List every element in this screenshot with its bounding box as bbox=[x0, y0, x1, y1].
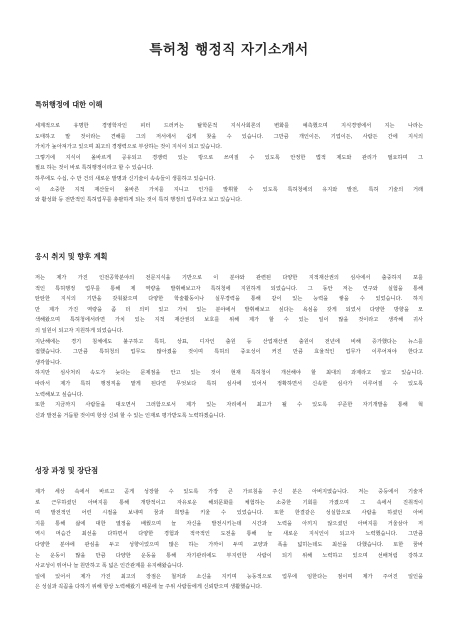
section-heading: 응시 취지 및 향후 계획 bbox=[35, 252, 108, 261]
section-growth-and-strengths bbox=[35, 466, 423, 593]
text-line: 이 소중한 지적 재산들이 올바른 가치를 지니고 인가를 발휘할 수 있도록 특허청에의 유지와 발전, 특허 기술의 거래 bbox=[35, 186, 423, 193]
text-line: 하지만 심사처리 속도가 늦다는 문제점을 안고 있는 것이 현재 특허청이 개선해야 할 최대의 과제라고 알고 있습니다. bbox=[35, 370, 423, 377]
section-heading: 특허행정에 대한 이해 bbox=[35, 100, 103, 109]
section-body bbox=[35, 273, 423, 421]
text-line: 따라서 제가 특허 행정직을 맡게 된다면 무엇보다 특허 심사에 있어서 정확하면서 신속한 심사가 이루어질 수 있도록 bbox=[35, 380, 423, 387]
section-heading: 성장 과정 및 장단점 bbox=[35, 466, 99, 475]
text-line: 생각합니다. bbox=[35, 359, 62, 366]
text-line: 적인 특허행정 업무를 통해 제 역량을 발휘해보고자 특허청에 지원하게 되었습니다. 그 동안 저는 연구와 실험을 통해 bbox=[35, 285, 423, 292]
text-line: 색해왔으며 특허청에서라면 가치 있는 지적 재산권의 보호를 위해 제가 할 수 있는 일이 많을 것이라고 생각해 귀사 bbox=[35, 317, 423, 324]
document-title: 특허청 행정직 자기소개서 bbox=[149, 42, 309, 58]
text-line: 신과 발전을 거듭할 것이며 항상 신뢰 할 수 있는 인재로 평가받도록 노력하겠습니다. bbox=[35, 412, 226, 419]
text-line: 도태하고 말 것이라는 견해를 그의 저서에서 쉽게 찾을 수 있습니다. 그만큼 개인이든, 기업이든, 사람든 간에 지식의 bbox=[35, 133, 423, 140]
text-line: 일에 있어서 제가 가진 최고의 장점은 철저과 소신을 지키며 능동적으로 업무에 임한다는 점이며 제가 주어진 일인을 bbox=[35, 573, 423, 580]
text-line: 로 근무하셨던 아버지를 통해 개방적이고 자유로운 해외문화를 체험하는 소중한 기회를 가졌으며 그 속에서 진취적이 bbox=[35, 499, 423, 506]
section-motivation-and-plans bbox=[35, 252, 423, 421]
section-body bbox=[35, 121, 423, 206]
text-line: 접했습니다. 그만큼 특허청의 업무도 많아졌을 것이며 특허의 중요성이 커진 만큼 효율적인 업무가 이루어져야 한다고 bbox=[35, 349, 423, 356]
text-line: 하루에도 수십, 수 만 건의 새로운 발명과 신기술이 속속들이 생를하고 있습니다. bbox=[35, 175, 216, 182]
text-line: 은 성실과 꼭꼼을 다하기 위해 항상 노력해왔기 때문에 늘 주위 사람들에게 신뢰받으며 생활했습니다. bbox=[35, 584, 262, 591]
text-line: 사교성이 뛰어나 늘 원만하고 폭 넓은 인간관계를 유지해왔습니다. bbox=[35, 563, 184, 570]
text-line: 세계적으로 유명한 경영학자인 피터 드러커는 탈학문적 지식사회론의 변화를 예측했으며 지식경영에서 지는 나라는 bbox=[35, 123, 423, 129]
text-line: 와 활성화 등 전반적인 특허업무를 총괄하게 되는 것이 특허 행정의 업무라고 보고 있습니다. bbox=[35, 197, 242, 204]
text-line: 필요 하는 것이 바로 특허행정이라고 할 수 있습니다. bbox=[35, 165, 154, 172]
text-line: 며 발전적인 어린 시절을 보내며 꿈과 희망을 키울 수 있었습니다. 또한 한결같은 성실함으로 사람을 하셨던 아버 bbox=[35, 510, 423, 517]
text-line: 또한 지금까지 사람들을 대오면서 그러함으로서 제가 있는 자리에서 최고가 될 수 있도록 꾸준한 자기개발을 통해 혁 bbox=[35, 402, 423, 409]
text-line: 지난해에는 경기 침체에도 불구하고 특허, 상표, 디자인 출원 등 산업재산권 출원이 전년에 비해 증가했다는 뉴스를 bbox=[35, 338, 423, 345]
text-line: 지를 통해 삶에 대한 열정을 배웠으며 늘 자신을 발전시키는데 시간과 노력을 아끼지 않으셨던 아버지를 거울삼아 저 bbox=[35, 520, 423, 527]
text-line: 노력해보고 싶습니다. bbox=[35, 391, 84, 398]
text-line: 제가 세상 속에서 바르고 곧게 성장할 수 있도록 가장 큰 가르침을 주신 분은 아버지였습니다. 저는 중등에서 기술자 bbox=[35, 489, 423, 495]
section-body bbox=[35, 487, 423, 593]
text-line: 만 제가 가진 역량을 좀 더 의미 있고 가치 있는 분야에서 발휘해보고 싶다는 욕심을 갖게 되었서 다양한 방향을 모 bbox=[35, 306, 423, 313]
text-line: 의 일원이 되고자 지원하게 되었습니다. bbox=[35, 327, 124, 334]
text-line: 그렇기에 지식이 올바르게 공유되고 경쟁력 있는 방으로 쓰여질 수 있도록 안정한 법적 제도와 관리가 필요하며 그 bbox=[35, 154, 423, 161]
text-line: 다양한 분야에 관심을 두고 성향이었으며 많은 하는 가까이 두며 교양과 폭을 넓히는데도 최선을 다했습니다. 또한 꿈바 bbox=[35, 541, 423, 548]
text-line: 탄탄한 지식의 기반을 갖춰왔으며 다양한 학술활동이나 실무경력을 통해 같이 있는 능력을 쌓을 수 있었습니다. 하지 bbox=[35, 296, 423, 303]
section-patent-admin-understanding bbox=[35, 100, 423, 206]
text-line: 가치가 높아져가고 있으며 최고의 경쟁력으로 부상하는 것이 지식이 되고 있습니다. bbox=[35, 144, 222, 151]
text-line: 저는 제가 가진 인전공학분야의 전문지식을 기반으로 이 분야와 관련된 다양한 지적재산권의 심사에서 출중하지 포를 bbox=[35, 275, 423, 281]
text-line: 는 운동이 많을 만큼 다양한 운동을 통해 자기관리에도 부지런한 사람이 되기 위해 노력하고 있으며 선배처럼 강하고 bbox=[35, 552, 423, 559]
text-line: 역시 머슴간 최선을 다하면서 다양한 경험과 적극적인 도전을 통해 늘 새로운 지식인이 되고자 노력했습니다. 그만큼 bbox=[35, 531, 423, 538]
